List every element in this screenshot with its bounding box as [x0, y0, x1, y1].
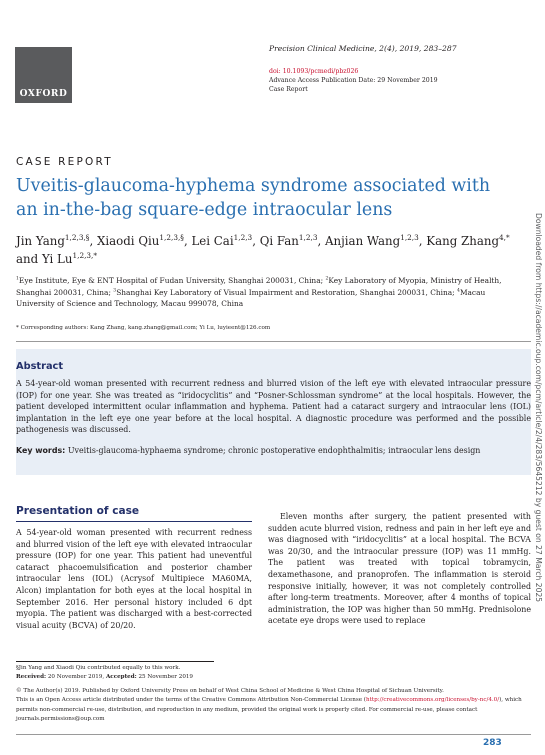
license-link[interactable]: http://creativecommons.org/licenses/by-nc/4.0/	[366, 697, 500, 704]
affiliation-number: 4	[457, 288, 460, 294]
journal-citation: Precision Clinical Medicine, 2(4), 2019, 283–287	[269, 44, 457, 53]
author-separator: ,	[418, 234, 427, 248]
author-affiliation-marks: 1,2,3,*	[72, 251, 98, 261]
author-separator: ,	[183, 234, 192, 248]
author-name: Jin Yang	[16, 234, 65, 248]
author-name: Anjian Wang	[324, 234, 401, 248]
article-title	[16, 174, 521, 222]
author-separator: ,	[252, 234, 260, 248]
author-separator: and	[16, 252, 42, 266]
equal-contribution-note: §Jin Yang and Xiaodi Qiu contributed equally to this work.	[16, 665, 181, 671]
author-affiliation-marks: 1,2,3	[298, 233, 318, 243]
download-note: Downloaded from https://academic.oup.com/pcm/article/2/4/283/5645212 by guest on 27 March 2025	[534, 213, 543, 603]
author-affiliation-marks: 1,2,3	[400, 233, 419, 243]
author-name: Lei Cai	[191, 234, 234, 248]
accepted-label: Accepted:	[105, 674, 137, 680]
author-name: Qi Fan	[259, 234, 299, 248]
author-affiliation-marks: 1,2,3	[233, 233, 253, 243]
affiliation-text: Shanghai Key Laboratory of Visual Impairment and Restoration, Shanghai 200031, China;	[116, 287, 458, 297]
license-pre: This is an Open Access article distributed under the terms of the Creative Commons Attribution Non-Commercial License (	[16, 697, 366, 704]
keywords-label: Key words:	[16, 446, 66, 455]
author-separator: ,	[89, 234, 97, 248]
footnote-rule	[16, 661, 214, 662]
license-note	[16, 687, 531, 725]
section-rule	[16, 521, 252, 522]
author-list	[16, 232, 521, 268]
affiliation-number: 1	[16, 276, 19, 282]
copyright-line: © The Author(s) 2019. Published by Oxford University Press on behalf of West China School of Medicine & West China Hospital of Sichuan University.	[16, 688, 444, 694]
abstract-heading: Abstract	[16, 361, 64, 372]
author-name: Yi Lu	[41, 252, 73, 266]
section-heading: Presentation of case	[16, 505, 140, 517]
article-title-line: an in-the-bag square-edge intraocular lens	[16, 200, 393, 220]
keywords	[16, 445, 531, 457]
affiliations	[16, 275, 521, 310]
author-name: Xiaodi Qiu	[96, 234, 160, 248]
affiliation-number: 3	[113, 288, 117, 294]
author-separator: ,	[317, 234, 325, 248]
download-watermark	[533, 213, 545, 603]
keywords-text: Uveitis-glaucoma-hyphaema syndrome; chronic postoperative endophthalmitis; intraocular lens design	[67, 446, 481, 455]
publisher-logo[interactable]	[15, 47, 72, 103]
dates-note	[16, 674, 193, 680]
author-affiliation-marks: 1,2,3,§	[159, 233, 184, 243]
article-type: Case Report	[269, 86, 308, 93]
divider	[16, 341, 531, 342]
license-text	[16, 696, 531, 724]
license-post: ), which permits non-commercial re-use, distribution, and reproduction in any medium, provided the original work is properly cited. For commercial re-use, please contact journals.permissions@oup.com	[16, 697, 522, 723]
affiliation-text: Macau University of Science and Technology, Macau 999078, China	[16, 287, 486, 309]
abstract-body: A 54-year-old woman presented with recurrent redness and blurred vision of the left eye with elevated intraocular pressure (IOP) for one year. She was treated as “iridocyclitis” and “Posner-Schlossman syndrome” at the local hospitals. However, the patient developed intermittent ocular inflammation and hyphema. Patient had a cataract surgery and intraocular lens (IOL) implantation in the left eye one year before at the local hospital. A diagnostic procedure was performed and the possible pathogenesis was discussed.	[16, 379, 531, 435]
author-name: Kang Zhang	[426, 234, 500, 248]
author-affiliation-marks: 4,*	[499, 233, 510, 243]
article-title-line: Uveitis-glaucoma-hyphema syndrome associated with	[16, 176, 491, 196]
affiliation-text: Eye Institute, Eye & ENT Hospital of Fudan University, Shanghai 200031, China;	[18, 276, 326, 285]
received-label: Received:	[16, 674, 47, 680]
page-rule	[16, 734, 531, 735]
corresponding-authors: * Corresponding authors: Kang Zhang, kang.zhang@gmail.com; Yi Lu, luyieent@126.com	[16, 325, 271, 331]
section-label: CASE REPORT	[16, 156, 113, 168]
body-column-right: Eleven months after surgery, the patient presented with sudden acute blurred vision, redness and pain in her left eye and was diagnosed with “iridocyclitis” at a local hospital. The BCVA was 20/30, and the intraocular pressure (IOP) was 11 mmHg. The patient was treated with topical tobramycin, dexamethasone, and pranoprofen. The inflammation is steroid responsive initially, however, it was not completely controlled after long-term treatments. Moreover, after 4 months of topical administration, the IOP was higher than 50 mmHg. Prednisolone acetate eye drops were used to replace	[268, 512, 531, 626]
affiliation-number: 2	[325, 276, 329, 282]
page-number: 283	[483, 738, 502, 748]
body-column-left: A 54-year-old woman presented with recurrent redness and blurred vision of the left eye with elevated intraocular pressure (IOP) for one year. This patient had uneventful cataract phacoemulsification and posterior chamber intraocular lens (IOL) (Acrysof Multipiece MA60MA, Alcon) implantation for both eyes at the local hospital in September 2016. Her personal history included 6 dpt myopia. The patient was discharged with a best-corrected visual acuity (BCVA) of 20/20.	[16, 528, 252, 630]
accepted-date: 25 November 2019	[138, 674, 193, 680]
received-date: 20 November 2019,	[47, 674, 105, 680]
doi-link[interactable]: doi: 10.1093/pcmedi/pbz026	[269, 68, 359, 75]
author-affiliation-marks: 1,2,3,§	[64, 233, 90, 243]
publisher-logo-text: OXFORD	[19, 89, 68, 99]
affiliation-text: Key Laboratory of Myopia, Ministry of Health, Shanghai 200031, China;	[16, 276, 502, 297]
access-date: Advance Access Publication Date: 29 November 2019	[269, 77, 438, 84]
